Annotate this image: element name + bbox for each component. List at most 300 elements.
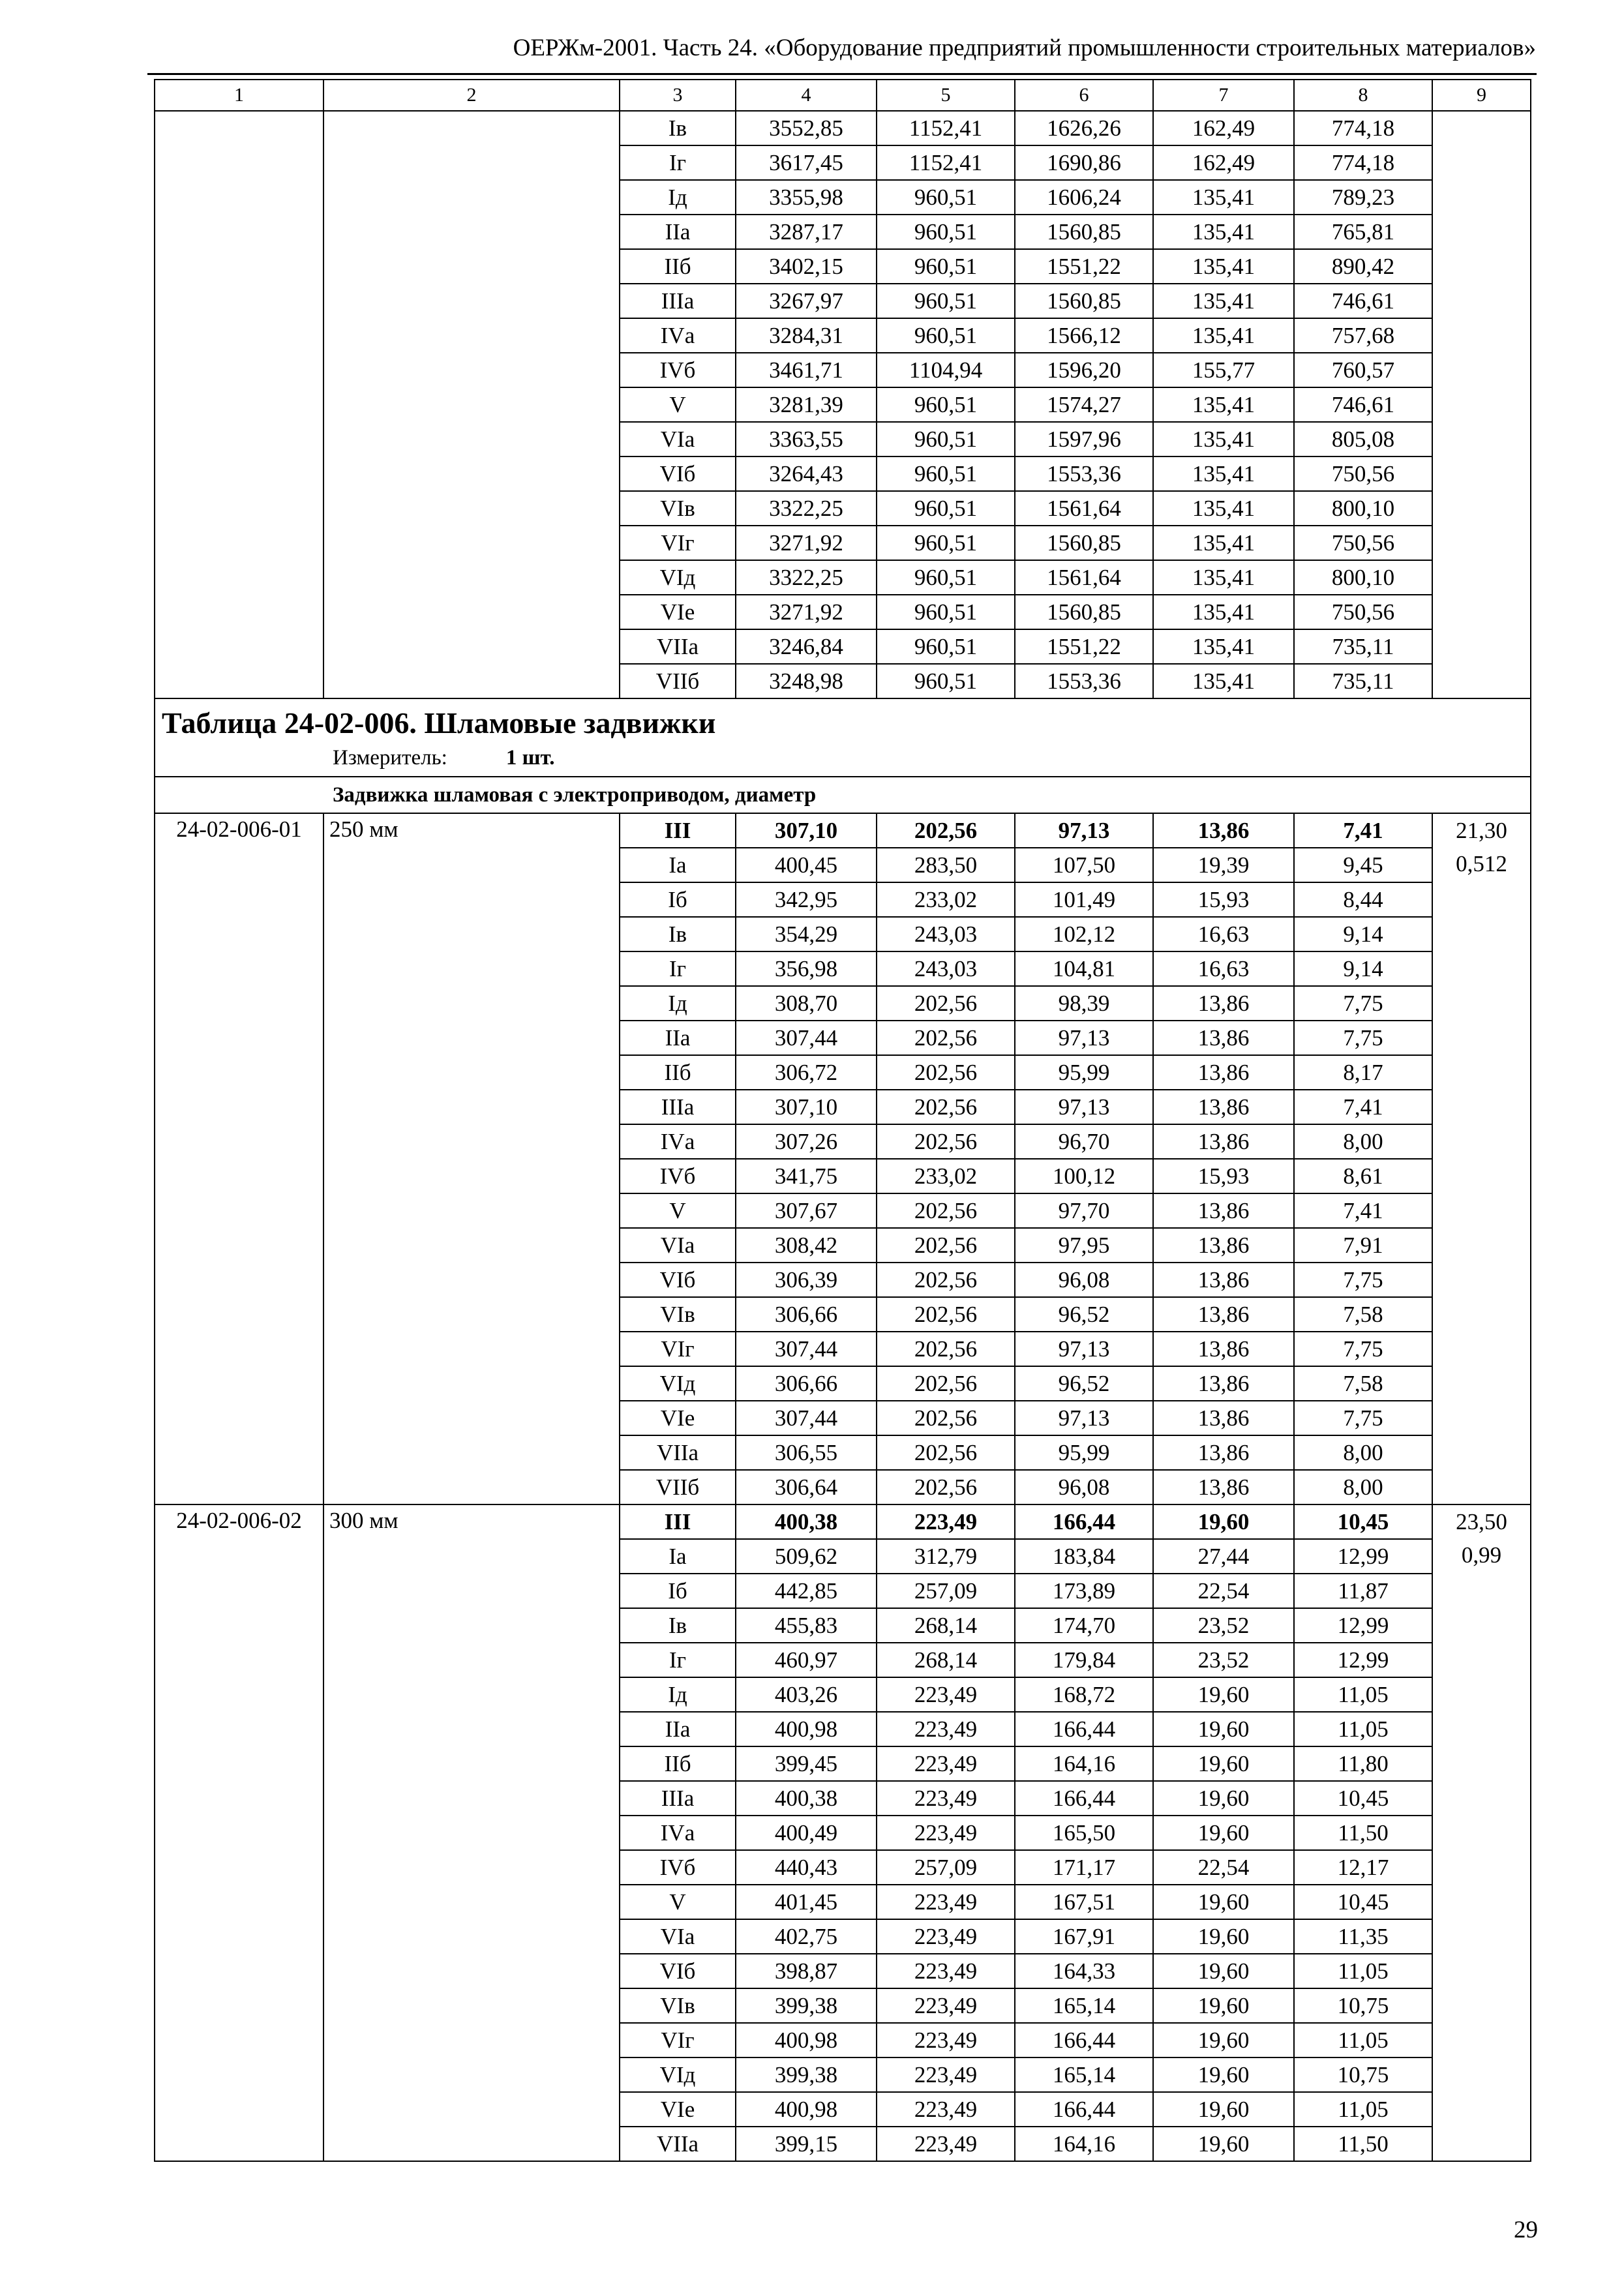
value-cell-c7: 19,60: [1153, 2057, 1294, 2092]
zone-cell: VIд: [620, 1366, 736, 1401]
value-cell-c8: 11,05: [1294, 1954, 1432, 1988]
column-9-value: 0,99: [1461, 1542, 1502, 1568]
value-cell-c6: 97,70: [1015, 1193, 1153, 1228]
zone-cell: Iб: [620, 882, 736, 917]
zone-cell: IVб: [620, 1850, 736, 1885]
value-cell-c5: 202,56: [877, 1228, 1015, 1263]
item-name-cell: 300 мм: [323, 1504, 620, 2161]
value-cell-c8: 8,61: [1294, 1159, 1432, 1193]
value-cell-c5: 960,51: [877, 526, 1015, 560]
value-cell-c5: 233,02: [877, 1159, 1015, 1193]
value-cell-c4: 400,38: [736, 1781, 877, 1816]
zone-cell: VIIа: [620, 1435, 736, 1470]
value-cell-c5: 202,56: [877, 1470, 1015, 1504]
value-cell-c7: 19,39: [1153, 848, 1294, 882]
value-cell-c5: 1152,41: [877, 145, 1015, 180]
value-cell-c5: 283,50: [877, 848, 1015, 882]
value-cell-c4: 399,38: [736, 1988, 877, 2023]
zone-cell: Iд: [620, 986, 736, 1021]
value-cell-c6: 1553,36: [1015, 664, 1153, 698]
value-cell-c8: 7,75: [1294, 1263, 1432, 1297]
column-9-value: 0,512: [1456, 851, 1507, 876]
value-cell-c7: 13,86: [1153, 1228, 1294, 1263]
value-cell-c5: 257,09: [877, 1850, 1015, 1885]
value-cell-c4: 341,75: [736, 1159, 877, 1193]
value-cell-c4: 307,44: [736, 1021, 877, 1055]
zone-cell: Iв: [620, 1608, 736, 1643]
zone-cell: VIг: [620, 2023, 736, 2057]
value-cell-c8: 7,41: [1294, 1090, 1432, 1124]
value-cell-c4: 399,45: [736, 1746, 877, 1781]
value-cell-c5: 223,49: [877, 1746, 1015, 1781]
value-cell-c7: 135,41: [1153, 318, 1294, 353]
value-cell-c4: 403,26: [736, 1677, 877, 1712]
value-cell-c6: 1574,27: [1015, 387, 1153, 422]
value-cell-c6: 1566,12: [1015, 318, 1153, 353]
value-cell-c8: 7,75: [1294, 1021, 1432, 1055]
value-cell-c5: 243,03: [877, 951, 1015, 986]
zone-cell: IVа: [620, 1816, 736, 1850]
value-cell-c7: 13,86: [1153, 1297, 1294, 1332]
value-cell-c8: 789,23: [1294, 180, 1432, 215]
value-cell-c7: 13,86: [1153, 1021, 1294, 1055]
value-cell-c5: 1152,41: [877, 111, 1015, 145]
subheading-cell: Задвижка шламовая с электроприводом, диаметр: [155, 777, 1531, 813]
value-cell-c6: 183,84: [1015, 1539, 1153, 1574]
value-cell-c7: 19,60: [1153, 1954, 1294, 1988]
value-cell-c8: 11,35: [1294, 1919, 1432, 1954]
value-cell-c8: 8,00: [1294, 1435, 1432, 1470]
zone-cell: VIв: [620, 491, 736, 526]
value-cell-c6: 96,08: [1015, 1470, 1153, 1504]
value-cell-c8: 7,41: [1294, 1193, 1432, 1228]
measure-unit: [162, 747, 1530, 769]
value-cell-c7: 23,52: [1153, 1608, 1294, 1643]
value-cell-c5: 257,09: [877, 1574, 1015, 1608]
table-body: [155, 80, 1531, 2161]
value-cell-c8: 774,18: [1294, 145, 1432, 180]
value-cell-c6: 107,50: [1015, 848, 1153, 882]
value-cell-c5: 202,56: [877, 1193, 1015, 1228]
value-cell-c4: 3402,15: [736, 249, 877, 284]
value-cell-c7: 135,41: [1153, 249, 1294, 284]
value-cell-c7: 13,86: [1153, 1263, 1294, 1297]
value-cell-c8: 774,18: [1294, 111, 1432, 145]
value-cell-c8: 7,75: [1294, 1332, 1432, 1366]
zone-cell: VIе: [620, 1401, 736, 1435]
value-cell-c4: 308,42: [736, 1228, 877, 1263]
value-cell-c7: 13,86: [1153, 813, 1294, 848]
value-cell-c5: 960,51: [877, 560, 1015, 595]
item-code-cell: [155, 111, 323, 698]
value-cell-c6: 95,99: [1015, 1055, 1153, 1090]
value-cell-c4: 307,10: [736, 813, 877, 848]
value-cell-c8: 890,42: [1294, 249, 1432, 284]
value-cell-c4: 3552,85: [736, 111, 877, 145]
value-cell-c6: 97,95: [1015, 1228, 1153, 1263]
zone-cell: VIIб: [620, 1470, 736, 1504]
value-cell-c7: 13,86: [1153, 1055, 1294, 1090]
value-cell-c6: 97,13: [1015, 1332, 1153, 1366]
value-cell-c6: 96,70: [1015, 1124, 1153, 1159]
value-cell-c4: 306,72: [736, 1055, 877, 1090]
value-cell-c6: 168,72: [1015, 1677, 1153, 1712]
value-cell-c8: 10,75: [1294, 2057, 1432, 2092]
value-cell-c6: 1553,36: [1015, 456, 1153, 491]
value-cell-c6: 96,52: [1015, 1366, 1153, 1401]
value-cell-c6: 165,50: [1015, 1816, 1153, 1850]
value-cell-c7: 135,41: [1153, 422, 1294, 456]
zone-cell: VIIа: [620, 2127, 736, 2161]
value-cell-c4: 399,15: [736, 2127, 877, 2161]
value-cell-c4: 460,97: [736, 1643, 877, 1677]
value-cell-c7: 135,41: [1153, 526, 1294, 560]
value-cell-c7: 13,86: [1153, 1332, 1294, 1366]
value-cell-c7: 13,86: [1153, 1124, 1294, 1159]
value-cell-c5: 960,51: [877, 318, 1015, 353]
value-cell-c6: 166,44: [1015, 1504, 1153, 1539]
table-title-cell: [155, 698, 1531, 777]
value-cell-c6: 174,70: [1015, 1608, 1153, 1643]
value-cell-c4: 306,55: [736, 1435, 877, 1470]
value-cell-c4: 307,44: [736, 1332, 877, 1366]
value-cell-c7: 19,60: [1153, 1988, 1294, 2023]
header-rule: [147, 73, 1537, 75]
column-number-cell: 1: [155, 80, 323, 111]
value-cell-c5: 960,51: [877, 284, 1015, 318]
zone-cell: VIб: [620, 1954, 736, 1988]
zone-cell: Iа: [620, 848, 736, 882]
zone-cell: VIб: [620, 456, 736, 491]
item-code-cell: 24-02-006-02: [155, 1504, 323, 2161]
column-9-value: 23,50: [1456, 1509, 1507, 1534]
value-cell-c4: 3248,98: [736, 664, 877, 698]
subheading-row: [155, 777, 1531, 813]
zone-cell: IVа: [620, 318, 736, 353]
value-cell-c4: 356,98: [736, 951, 877, 986]
value-cell-c4: 455,83: [736, 1608, 877, 1643]
value-cell-c5: 960,51: [877, 180, 1015, 215]
value-cell-c8: 11,87: [1294, 1574, 1432, 1608]
value-cell-c6: 97,13: [1015, 1401, 1153, 1435]
value-cell-c5: 223,49: [877, 2023, 1015, 2057]
value-cell-c5: 202,56: [877, 1435, 1015, 1470]
value-cell-c4: 3322,25: [736, 560, 877, 595]
value-cell-c5: 202,56: [877, 1332, 1015, 1366]
zone-cell: IIа: [620, 215, 736, 249]
value-cell-c5: 202,56: [877, 1366, 1015, 1401]
value-cell-c7: 135,41: [1153, 491, 1294, 526]
value-cell-c4: 402,75: [736, 1919, 877, 1954]
value-cell-c6: 164,33: [1015, 1954, 1153, 1988]
value-cell-c6: 101,49: [1015, 882, 1153, 917]
value-cell-c6: 165,14: [1015, 2057, 1153, 2092]
value-cell-c5: 960,51: [877, 595, 1015, 629]
value-cell-c4: 509,62: [736, 1539, 877, 1574]
zone-cell: Iг: [620, 145, 736, 180]
value-cell-c6: 164,16: [1015, 1746, 1153, 1781]
value-cell-c4: 306,66: [736, 1366, 877, 1401]
value-cell-c8: 8,00: [1294, 1470, 1432, 1504]
table-title-row: [155, 698, 1531, 777]
value-cell-c5: 312,79: [877, 1539, 1015, 1574]
value-cell-c8: 7,41: [1294, 813, 1432, 848]
zone-cell: VIд: [620, 560, 736, 595]
value-cell-c6: 1551,22: [1015, 629, 1153, 664]
value-cell-c7: 135,41: [1153, 595, 1294, 629]
value-cell-c6: 1561,64: [1015, 491, 1153, 526]
column-9-value: 21,30: [1456, 818, 1507, 843]
value-cell-c7: 16,63: [1153, 951, 1294, 986]
value-cell-c8: 7,75: [1294, 986, 1432, 1021]
value-cell-c7: 135,41: [1153, 215, 1294, 249]
value-cell-c8: 7,75: [1294, 1401, 1432, 1435]
zone-cell: VIв: [620, 1297, 736, 1332]
value-cell-c7: 135,41: [1153, 629, 1294, 664]
value-cell-c7: 13,86: [1153, 1193, 1294, 1228]
zone-cell: IVб: [620, 353, 736, 387]
value-cell-c4: 3322,25: [736, 491, 877, 526]
value-cell-c7: 19,60: [1153, 1816, 1294, 1850]
value-cell-c7: 162,49: [1153, 111, 1294, 145]
value-cell-c7: 19,60: [1153, 1746, 1294, 1781]
zone-cell: VIа: [620, 1228, 736, 1263]
zone-cell: VIв: [620, 1988, 736, 2023]
table-row: [155, 1504, 1531, 1539]
value-cell-c5: 223,49: [877, 1816, 1015, 1850]
value-cell-c6: 166,44: [1015, 1781, 1153, 1816]
value-cell-c4: 3461,71: [736, 353, 877, 387]
value-cell-c4: 342,95: [736, 882, 877, 917]
value-cell-c6: 100,12: [1015, 1159, 1153, 1193]
zone-cell: IIб: [620, 1055, 736, 1090]
value-cell-c6: 167,91: [1015, 1919, 1153, 1954]
value-cell-c8: 9,14: [1294, 951, 1432, 986]
zone-cell: IVа: [620, 1124, 736, 1159]
value-cell-c4: 307,10: [736, 1090, 877, 1124]
value-cell-c8: 12,99: [1294, 1643, 1432, 1677]
value-cell-c7: 19,60: [1153, 1885, 1294, 1919]
value-cell-c8: 735,11: [1294, 629, 1432, 664]
zone-cell: IVб: [620, 1159, 736, 1193]
value-cell-c8: 760,57: [1294, 353, 1432, 387]
zone-cell: V: [620, 1885, 736, 1919]
value-cell-c5: 268,14: [877, 1608, 1015, 1643]
value-cell-c4: 3267,97: [736, 284, 877, 318]
value-cell-c4: 400,45: [736, 848, 877, 882]
value-cell-c6: 1597,96: [1015, 422, 1153, 456]
value-cell-c5: 223,49: [877, 1988, 1015, 2023]
value-cell-c5: 243,03: [877, 917, 1015, 951]
value-cell-c7: 22,54: [1153, 1850, 1294, 1885]
value-cell-c8: 10,45: [1294, 1781, 1432, 1816]
table-row: [155, 813, 1531, 848]
value-cell-c6: 96,52: [1015, 1297, 1153, 1332]
value-cell-c8: 12,17: [1294, 1850, 1432, 1885]
value-cell-c8: 746,61: [1294, 284, 1432, 318]
value-cell-c7: 13,86: [1153, 1401, 1294, 1435]
value-cell-c6: 171,17: [1015, 1850, 1153, 1885]
value-cell-c7: 15,93: [1153, 1159, 1294, 1193]
value-cell-c5: 268,14: [877, 1643, 1015, 1677]
zone-cell: Iв: [620, 111, 736, 145]
zone-cell: V: [620, 387, 736, 422]
value-cell-c6: 167,51: [1015, 1885, 1153, 1919]
item-name-cell: 250 мм: [323, 813, 620, 1504]
price-table: [154, 79, 1531, 2162]
value-cell-c7: 135,41: [1153, 387, 1294, 422]
value-cell-c4: 400,98: [736, 1712, 877, 1746]
value-cell-c5: 223,49: [877, 1781, 1015, 1816]
column-number-cell: 2: [323, 80, 620, 111]
value-cell-c5: 960,51: [877, 664, 1015, 698]
value-cell-c8: 746,61: [1294, 387, 1432, 422]
value-cell-c5: 202,56: [877, 1401, 1015, 1435]
value-cell-c4: 400,98: [736, 2092, 877, 2127]
value-cell-c7: 162,49: [1153, 145, 1294, 180]
value-cell-c6: 102,12: [1015, 917, 1153, 951]
zone-cell: VIг: [620, 1332, 736, 1366]
zone-cell: VIа: [620, 1919, 736, 1954]
value-cell-c4: 440,43: [736, 1850, 877, 1885]
value-cell-c5: 223,49: [877, 1677, 1015, 1712]
zone-cell: Iв: [620, 917, 736, 951]
value-cell-c6: 1626,26: [1015, 111, 1153, 145]
value-cell-c6: 179,84: [1015, 1643, 1153, 1677]
value-cell-c4: 307,26: [736, 1124, 877, 1159]
value-cell-c6: 166,44: [1015, 2023, 1153, 2057]
value-cell-c7: 13,86: [1153, 986, 1294, 1021]
value-cell-c6: 1561,64: [1015, 560, 1153, 595]
value-cell-c6: 104,81: [1015, 951, 1153, 986]
value-cell-c4: 3287,17: [736, 215, 877, 249]
zone-cell: Iд: [620, 1677, 736, 1712]
value-cell-c8: 805,08: [1294, 422, 1432, 456]
column-number-cell: 8: [1294, 80, 1432, 111]
value-cell-c8: 7,58: [1294, 1366, 1432, 1401]
column-number-cell: 4: [736, 80, 877, 111]
value-cell-c5: 202,56: [877, 1263, 1015, 1297]
value-cell-c7: 13,86: [1153, 1366, 1294, 1401]
value-cell-c8: 750,56: [1294, 595, 1432, 629]
value-cell-c4: 3284,31: [736, 318, 877, 353]
measure-unit-label: Измеритель:: [333, 746, 447, 770]
value-cell-c4: 3617,45: [736, 145, 877, 180]
value-cell-c7: 135,41: [1153, 560, 1294, 595]
value-cell-c6: 96,08: [1015, 1263, 1153, 1297]
value-cell-c6: 97,13: [1015, 813, 1153, 848]
measure-unit-value: 1 шт.: [505, 746, 555, 770]
value-cell-c6: 1596,20: [1015, 353, 1153, 387]
value-cell-c8: 7,91: [1294, 1228, 1432, 1263]
value-cell-c7: 135,41: [1153, 456, 1294, 491]
value-cell-c4: 306,66: [736, 1297, 877, 1332]
column-number-cell: 6: [1015, 80, 1153, 111]
value-cell-c5: 223,49: [877, 2057, 1015, 2092]
value-cell-c6: 1560,85: [1015, 526, 1153, 560]
value-cell-c7: 19,60: [1153, 1919, 1294, 1954]
value-cell-c5: 223,49: [877, 1712, 1015, 1746]
value-cell-c7: 27,44: [1153, 1539, 1294, 1574]
value-cell-c4: 3271,92: [736, 595, 877, 629]
value-cell-c4: 307,44: [736, 1401, 877, 1435]
value-cell-c6: 173,89: [1015, 1574, 1153, 1608]
value-cell-c6: 1560,85: [1015, 215, 1153, 249]
value-cell-c5: 202,56: [877, 1297, 1015, 1332]
value-cell-c7: 155,77: [1153, 353, 1294, 387]
value-cell-c4: 308,70: [736, 986, 877, 1021]
value-cell-c6: 165,14: [1015, 1988, 1153, 2023]
zone-cell: Iг: [620, 951, 736, 986]
value-cell-c8: 10,45: [1294, 1504, 1432, 1539]
value-cell-c7: 23,52: [1153, 1643, 1294, 1677]
value-cell-c5: 202,56: [877, 1021, 1015, 1055]
value-cell-c5: 223,49: [877, 2092, 1015, 2127]
value-cell-c5: 1104,94: [877, 353, 1015, 387]
value-cell-c5: 202,56: [877, 1124, 1015, 1159]
value-cell-c4: 401,45: [736, 1885, 877, 1919]
value-cell-c7: 19,60: [1153, 1712, 1294, 1746]
value-cell-c5: 960,51: [877, 249, 1015, 284]
column-number-cell: 3: [620, 80, 736, 111]
value-cell-c8: 800,10: [1294, 560, 1432, 595]
value-cell-c7: 19,60: [1153, 2127, 1294, 2161]
value-cell-c8: 8,17: [1294, 1055, 1432, 1090]
value-cell-c4: 398,87: [736, 1954, 877, 1988]
value-cell-c8: 11,50: [1294, 1816, 1432, 1850]
value-cell-c7: 135,41: [1153, 664, 1294, 698]
value-cell-c6: 98,39: [1015, 986, 1153, 1021]
value-cell-c5: 202,56: [877, 813, 1015, 848]
value-cell-c8: 11,05: [1294, 2092, 1432, 2127]
value-cell-c8: 8,00: [1294, 1124, 1432, 1159]
value-cell-c7: 19,60: [1153, 2023, 1294, 2057]
value-cell-c5: 960,51: [877, 215, 1015, 249]
value-cell-c8: 750,56: [1294, 456, 1432, 491]
zone-cell: Iб: [620, 1574, 736, 1608]
zone-cell: Iг: [620, 1643, 736, 1677]
item-name-cell: [323, 111, 620, 698]
value-cell-c5: 202,56: [877, 1055, 1015, 1090]
value-cell-c8: 11,50: [1294, 2127, 1432, 2161]
page-header-title: ОЕРЖм-2001. Часть 24. «Оборудование предприятий промышленности строительных материалов»: [513, 35, 1536, 61]
value-cell-c8: 12,99: [1294, 1539, 1432, 1574]
value-cell-c7: 135,41: [1153, 180, 1294, 215]
value-cell-c8: 9,45: [1294, 848, 1432, 882]
value-cell-c7: 13,86: [1153, 1470, 1294, 1504]
value-cell-c4: 306,39: [736, 1263, 877, 1297]
value-cell-c6: 95,99: [1015, 1435, 1153, 1470]
zone-cell: Iд: [620, 180, 736, 215]
value-cell-c8: 11,80: [1294, 1746, 1432, 1781]
item-code-cell: 24-02-006-01: [155, 813, 323, 1504]
value-cell-c5: 233,02: [877, 882, 1015, 917]
page-number: 29: [1514, 2217, 1538, 2243]
column-number-cell: 5: [877, 80, 1015, 111]
value-cell-c4: 400,98: [736, 2023, 877, 2057]
value-cell-c4: 399,38: [736, 2057, 877, 2092]
value-cell-c5: 960,51: [877, 422, 1015, 456]
value-cell-c8: 11,05: [1294, 1712, 1432, 1746]
value-cell-c5: 223,49: [877, 1504, 1015, 1539]
value-cell-c4: 354,29: [736, 917, 877, 951]
value-cell-c8: 10,45: [1294, 1885, 1432, 1919]
column-number-cell: 7: [1153, 80, 1294, 111]
value-cell-c4: 442,85: [736, 1574, 877, 1608]
value-cell-c8: 800,10: [1294, 491, 1432, 526]
value-cell-c6: 1551,22: [1015, 249, 1153, 284]
column-number-row: [155, 80, 1531, 111]
